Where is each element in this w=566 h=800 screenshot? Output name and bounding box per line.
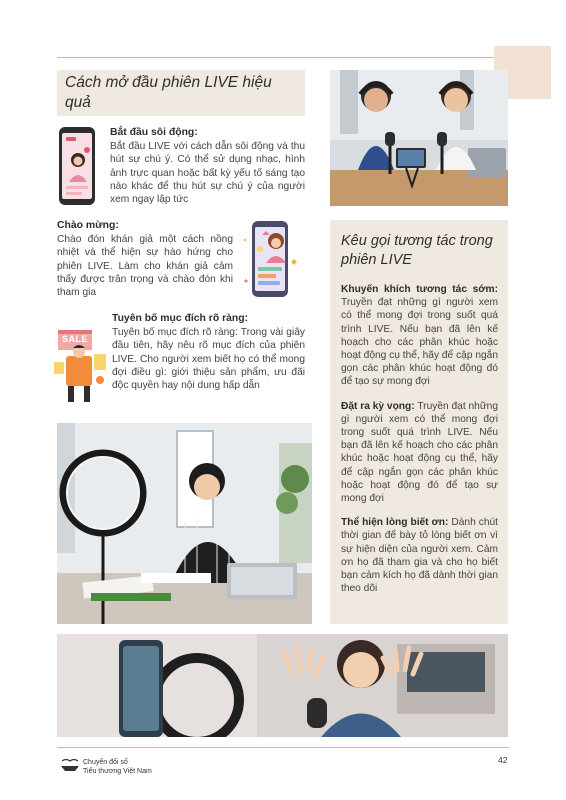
block-title: Chào mừng: bbox=[57, 220, 119, 231]
engagement-panel bbox=[330, 220, 508, 624]
podcast-duo-photo bbox=[330, 70, 508, 206]
livestream-phone-illustration bbox=[240, 219, 302, 301]
block-body: Tuyên bố mục đích rõ ràng: Trong vài giây đầu tiên, hãy nêu rõ mục đích của phiên LIVE. Cho người xem biết họ có thể mong đợi điều gì: giới thiệu sản phẩm, ưu đãi độc quyền hay nội dung hấp dẫn bbox=[112, 327, 305, 392]
block-body: Bắt đầu LIVE với cách dẫn sôi động và thu hút sự chú ý. Có thể sử dụng nhạc, hình ảnh trực quan hoặc bất kỳ yếu tố sáng tạo nào khác để thu hút sự chú ý của người xem ngay lập tức bbox=[110, 141, 305, 206]
phone-live-illustration bbox=[57, 126, 97, 206]
streamer-banner-photo bbox=[57, 634, 508, 737]
sale-sign-text: SALE bbox=[61, 334, 88, 344]
engagement-item-early bbox=[341, 283, 498, 389]
item-title: Khuyến khích tương tác sớm: bbox=[341, 284, 498, 295]
page-number: 42 bbox=[498, 755, 508, 765]
boat-logo-icon bbox=[60, 758, 80, 777]
section-title: Cách mở đầu phiên LIVE hiệu quả bbox=[65, 74, 272, 111]
engagement-item-expectations bbox=[341, 400, 498, 506]
block-body: Chào đón khán giả một cách nồng nhiệt và thể hiện sự hào hứng cho phiên LIVE. Làm cho khán giả cảm thấy được trân trọng và chào đón khi tham gia bbox=[57, 234, 233, 299]
block-title: Bắt đầu sôi động: bbox=[110, 127, 198, 138]
sale-illustration bbox=[54, 328, 108, 404]
top-rule bbox=[57, 57, 509, 58]
item-body: Truyền đạt những gì người xem có thể mong đợi trong suốt quá trình LIVE. Nếu bạn đã lên kế hoạch cho các phân khúc hoặc hoạt động cụ thể, hãy để cập ngắn gọn các phân khúc hoặc hoạt động đó để tạo sự mong đợi bbox=[341, 400, 498, 505]
footer-logo bbox=[60, 758, 152, 777]
item-body: Dành chút thời gian để bày tỏ lòng biết ơn vì sự hiện diện của người xem. Cảm ơn họ đã tham gia và cho họ biết bạn cảm kích họ đã dành thời gian theo dõi bbox=[341, 517, 498, 595]
block-start-energetic bbox=[110, 126, 305, 206]
item-title: Đặt ra kỳ vọng: bbox=[341, 400, 415, 412]
item-body: Truyền đạt những gì người xem có thể mong đợi trong suốt quá trình LIVE. Nếu bạn đã lên kế hoạch cho các phân khúc hoặc hoạt động cụ thể, hãy để cập ngắn gọn các phân khúc hoạt động đó để tạo sự mong đợi bbox=[341, 297, 498, 388]
logo-line-2: Tiểu thương Việt Nam bbox=[83, 767, 152, 775]
item-title: Thể hiện lòng biết ơn: bbox=[341, 517, 449, 529]
section-heading-box bbox=[57, 70, 305, 116]
bottom-rule bbox=[57, 747, 509, 748]
ring-light-photo bbox=[57, 423, 312, 624]
engagement-item-gratitude bbox=[341, 516, 498, 595]
block-welcome bbox=[57, 219, 233, 299]
engagement-title: Kêu gọi tương tác trong phiên LIVE bbox=[341, 233, 493, 268]
logo-text bbox=[83, 759, 152, 776]
block-title: Tuyên bố mục đích rõ ràng: bbox=[112, 313, 249, 324]
block-clear-purpose bbox=[112, 312, 305, 392]
logo-line-1: Chuyển đổi số bbox=[83, 759, 128, 766]
